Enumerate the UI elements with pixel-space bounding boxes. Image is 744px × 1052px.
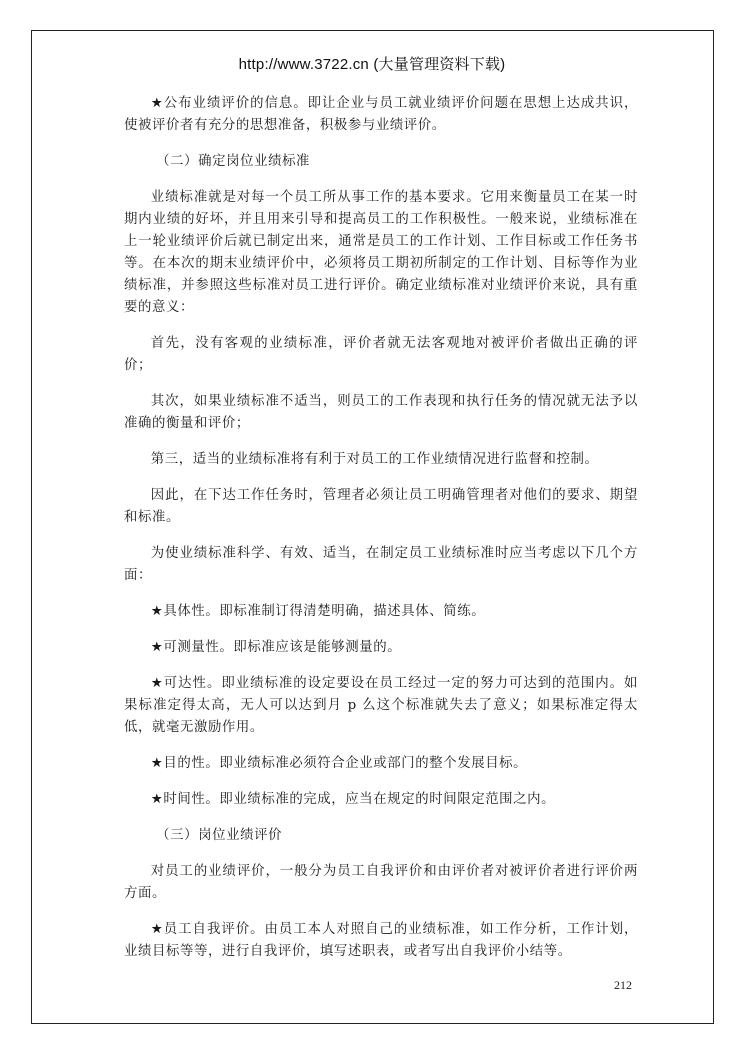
list-item-timeliness	[124, 789, 638, 811]
section-heading-2: （二）确定岗位业绩标准	[156, 154, 311, 169]
list-item-measurability	[124, 637, 638, 659]
paragraph-publish-info	[124, 93, 638, 137]
star-bullet-icon: ★	[150, 676, 164, 691]
list-item-text: 目的性。即业绩标准必须符合企业或部门的整个发展目标。	[163, 756, 528, 771]
paragraph-standard-definition: 业绩标准就是对每一个员工所从事工作的基本要求。它用来衡量员工在某一时期内业绩的好坏，并且用来引导和提高员工的工作积极性。一般来说，业绩标准在上一轮业绩评价后就已制定出来，通常是员工的工作计划、工作目标或工作任务书等。在本次的期末业绩评价中，必须将员工期初所制定的工作计划、目标等作为业绩标准，并参照这些标准对员工进行评价。确定业绩标准对业绩评价来说，具有重要的意义：	[124, 190, 638, 315]
star-bullet-icon: ★	[150, 640, 164, 655]
list-item-text: 可达性。即业绩标准的设定要设在员工经过一定的努力可达到的范围内。如果标准定得太高，无人可以达到月 p 么这个标准就失去了意义；如果标准定得太低，就毫无激励作用。	[124, 676, 638, 735]
star-bullet-icon: ★	[150, 922, 164, 937]
document-body	[124, 93, 638, 977]
list-item-purposefulness	[124, 753, 638, 775]
list-item-self-evaluation	[124, 919, 638, 963]
section-heading-3: （三）岗位业绩评价	[156, 828, 283, 843]
paragraph-considerations: 为使业绩标准科学、有效、适当，在制定员工业绩标准时应当考虑以下几个方面：	[124, 546, 638, 583]
paragraph-third: 第三，适当的业绩标准将有利于对员工的工作业绩情况进行监督和控制。	[150, 452, 599, 467]
list-item-specificity	[124, 601, 638, 623]
star-bullet-icon: ★	[150, 792, 164, 807]
list-item-attainability	[124, 673, 638, 739]
list-item-text: 具体性。即标准制订得清楚明确，描述具体、简练。	[163, 604, 486, 619]
paragraph-first: 首先，没有客观的业绩标准，评价者就无法客观地对被评价者做出正确的评价；	[124, 336, 638, 373]
star-bullet-icon: ★	[150, 604, 164, 619]
page-number: 212	[614, 978, 632, 992]
list-item-text: 可测量性。即标准应该是能够测量的。	[163, 640, 402, 655]
paragraph-text: 公布业绩评价的信息。即让企业与员工就业绩评价问题在思想上达成共识，使被评价者有充分的思想准备，积极参与业绩评价。	[124, 96, 638, 133]
page-header: http://www.3722.cn (大量管理资料下载)	[238, 56, 506, 73]
star-bullet-icon: ★	[150, 756, 164, 771]
star-bullet-icon: ★	[150, 96, 164, 111]
list-item-text: 时间性。即业绩标准的完成，应当在规定的时间限定范围之内。	[163, 792, 556, 807]
paragraph-evaluation-types: 对员工的业绩评价，一般分为员工自我评价和由评价者对被评价者进行评价两方面。	[124, 864, 638, 901]
list-item-text: 员工自我评价。由员工本人对照自己的业绩标准，如工作分析，工作计划，业绩目标等等，进行自我评价，填写述职表，或者写出自我评价小结等。	[124, 922, 638, 959]
paragraph-therefore: 因此，在下达工作任务时，管理者必须让员工明确管理者对他们的要求、期望和标准。	[124, 488, 638, 525]
paragraph-second: 其次，如果业绩标准不适当，则员工的工作表现和执行任务的情况就无法予以准确的衡量和评价；	[124, 394, 638, 431]
